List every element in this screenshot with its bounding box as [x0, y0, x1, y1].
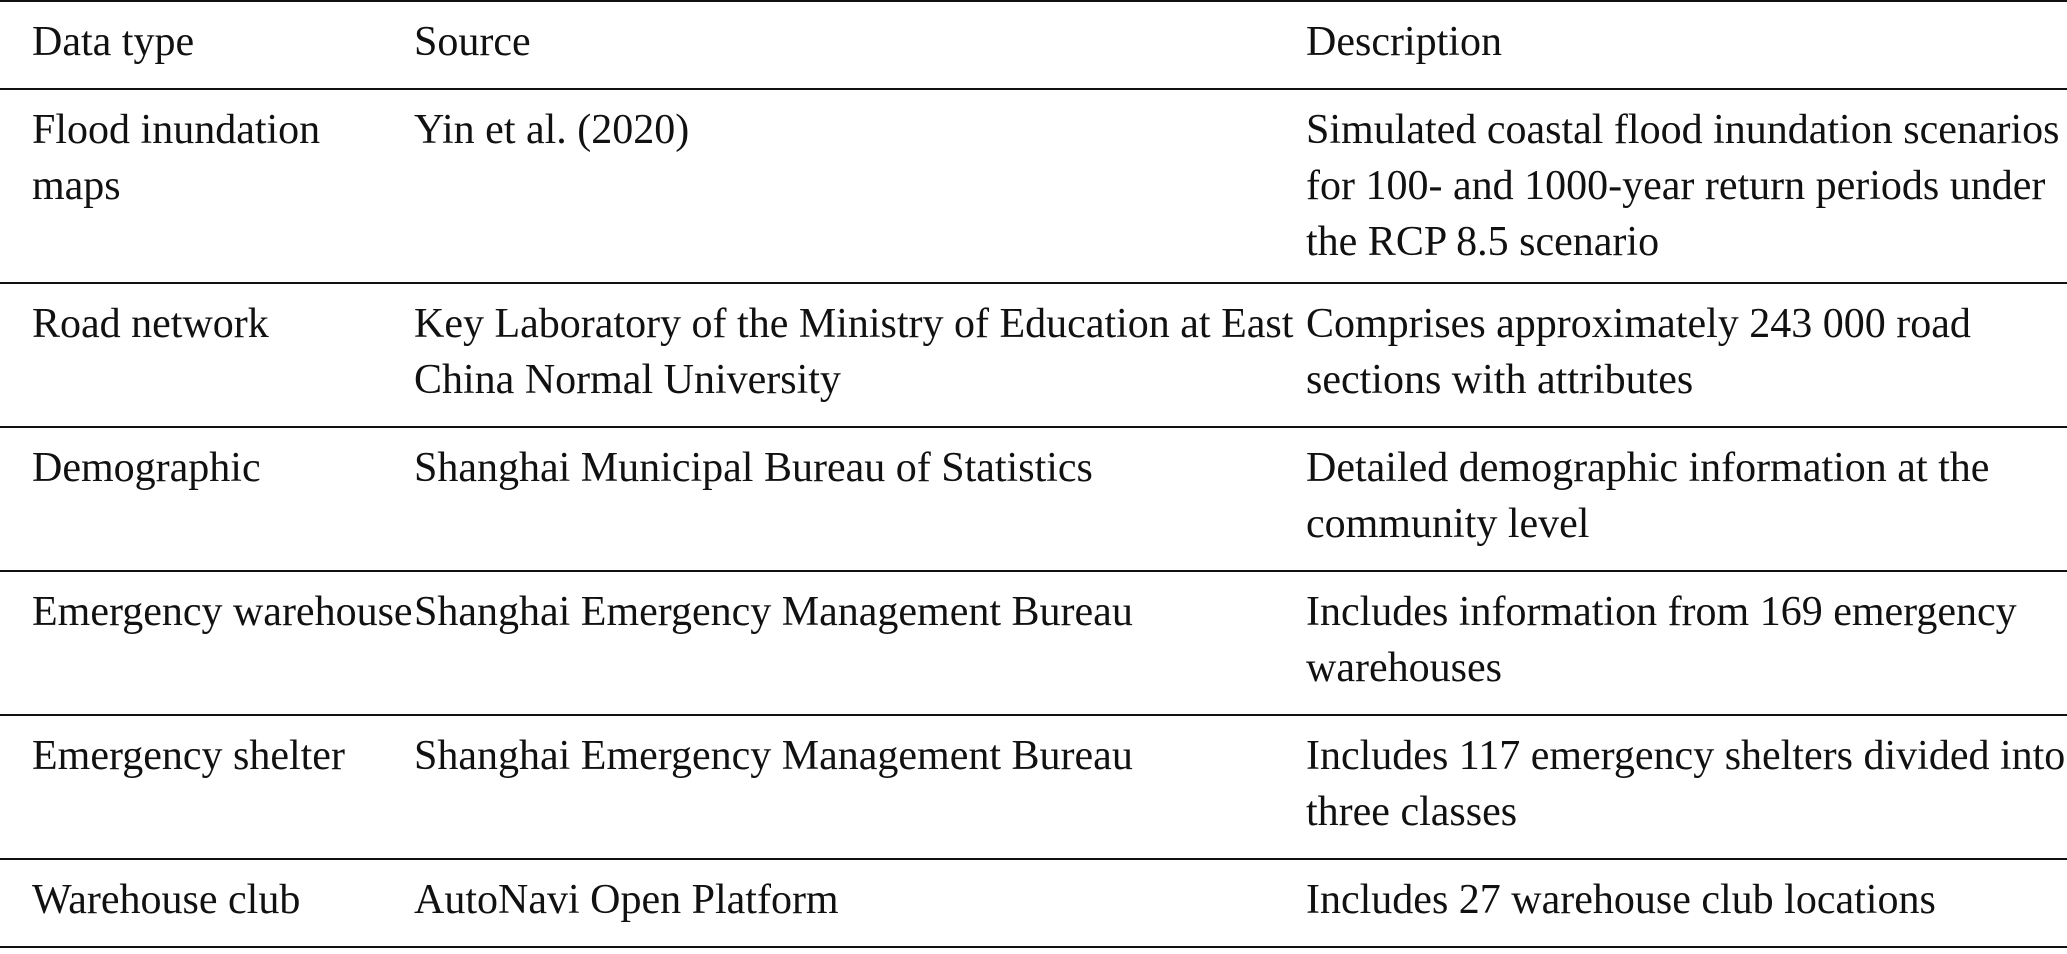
table-row — [0, 859, 2067, 947]
cell-source: Key Laboratory of the Ministry of Education at East China Normal University — [414, 301, 1294, 403]
cell-description: Includes 27 warehouse club locations — [1306, 877, 1936, 923]
table-row — [0, 715, 2067, 859]
table-row — [0, 283, 2067, 427]
cell-description: Includes 117 emergency shelters divided into three classes — [1306, 733, 2066, 835]
table-row — [0, 427, 2067, 571]
header-description: Description — [1306, 19, 1502, 65]
cell-description: Detailed demographic information at the community level — [1306, 445, 1990, 547]
table-body — [0, 89, 2067, 947]
cell-data-type: Demographic — [32, 445, 261, 491]
cell-description: Comprises approximately 243 000 road sections with attributes — [1306, 301, 1971, 403]
cell-data-type: Emergency shelter — [32, 733, 345, 779]
cell-source: AutoNavi Open Platform — [414, 877, 839, 923]
cell-data-type: Emergency warehouse — [32, 589, 413, 635]
cell-data-type: Flood inundation maps — [32, 107, 321, 209]
header-row — [0, 1, 2067, 89]
header-data-type: Data type — [32, 19, 195, 65]
cell-source: Shanghai Emergency Management Bureau — [414, 733, 1133, 779]
cell-data-type: Road network — [32, 301, 269, 347]
header-source: Source — [414, 19, 531, 65]
table-header — [0, 1, 2067, 89]
cell-description: Includes information from 169 emergency warehouses — [1306, 589, 2017, 691]
cell-source: Shanghai Emergency Management Bureau — [414, 589, 1133, 635]
cell-source: Yin et al. (2020) — [414, 107, 690, 153]
cell-source: Shanghai Municipal Bureau of Statistics — [414, 445, 1093, 491]
cell-data-type: Warehouse club — [32, 877, 301, 923]
table-row — [0, 89, 2067, 283]
cell-description: Simulated coastal flood inundation scenarios for 100- and 1000-year return periods under the RCP 8.5 scenario — [1306, 107, 2060, 265]
table-row — [0, 571, 2067, 715]
